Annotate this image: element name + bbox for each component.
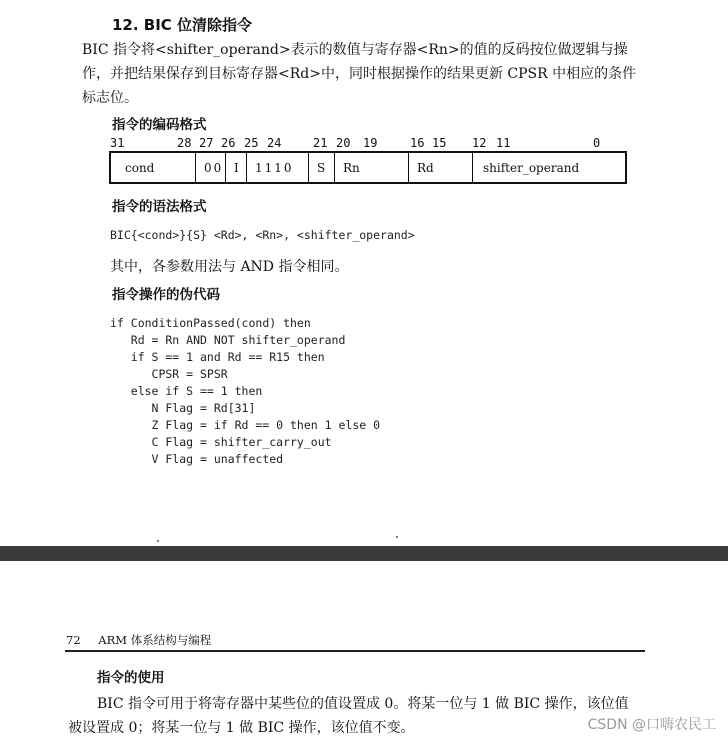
scan-speck [396,536,398,538]
page-header-line [66,632,211,648]
bit-label: 21 [313,136,328,150]
usage-heading: 指令的使用 [97,670,165,686]
syntax-line: BIC{<cond>}{S} <Rd>, <Rn>, <shifter_operand> [110,228,415,242]
pseudocode-heading: 指令操作的伪代码 [112,287,220,303]
bit-label: 27 [199,136,214,150]
page-divider [0,546,728,561]
header-rule [65,650,645,652]
syntax-heading: 指令的语法格式 [112,199,207,215]
code-line: else if S == 1 then [110,384,263,398]
field-cond: cond [111,153,196,182]
field-i: I [226,153,247,182]
code-line: if ConditionPassed(cond) then [110,316,311,330]
code-line: C Flag = shifter_carry_out [110,435,332,449]
bit-label: 25 [244,136,259,150]
encoding-heading: 指令的编码格式 [112,117,207,133]
bit-label: 11 [496,136,511,150]
code-line: Z Flag = if Rd == 0 then 1 else 0 [110,418,381,432]
field-rd: Rd [409,153,473,182]
bit-label: 24 [267,136,282,150]
bit-labels [110,136,630,152]
bit-label: 19 [363,136,378,150]
encoding-table [109,151,627,184]
field-shifter-operand: shifter_operand [483,160,580,175]
bit-label: 28 [177,136,192,150]
syntax-note: 其中，各参数用法与 AND 指令相同。 [110,259,349,275]
section-title: 12. BIC 位清除指令 [112,16,253,34]
watermark: CSDN @口嗨农民工 [587,717,716,733]
scan-speck [157,540,159,542]
description-line-2: 作，并把结果保存到目标寄存器<Rd>中，同时根据操作的结果更新 CPSR 中相应的条件 [82,66,637,82]
bit-label: 31 [110,136,125,150]
description-line-3: 标志位。 [82,90,138,106]
bit-label: 15 [432,136,447,150]
book-title: ARM 体系结构与编程 [98,633,212,647]
usage-line-1: BIC 指令可用于将寄存器中某些位的值设置成 0。将某一位与 1 做 BIC 操作，该位值 [97,696,629,712]
code-line: N Flag = Rd[31] [110,401,256,415]
description-line-1: BIC 指令将<shifter_operand>表示的数值与寄存器<Rn>的值的反码按位做逻辑与操 [82,42,628,58]
bit-label: 16 [410,136,425,150]
code-line: CPSR = SPSR [110,367,228,381]
code-line: V Flag = unaffected [110,452,284,466]
code-line: if S == 1 and Rd == R15 then [110,350,325,364]
page-number: 72 [66,633,81,647]
bit-label: 20 [336,136,351,150]
bit-label: 26 [221,136,236,150]
usage-line-2: 被设置成 0；将某一位与 1 做 BIC 操作，该位值不变。 [68,720,415,736]
field-s: S [309,153,335,182]
bit-label: 0 [593,136,601,150]
field-00: 00 [196,153,226,182]
field-opcode: 1110 [247,153,309,182]
field-rn: Rn [335,153,409,182]
code-line: Rd = Rn AND NOT shifter_operand [110,333,346,347]
bit-label: 12 [472,136,487,150]
